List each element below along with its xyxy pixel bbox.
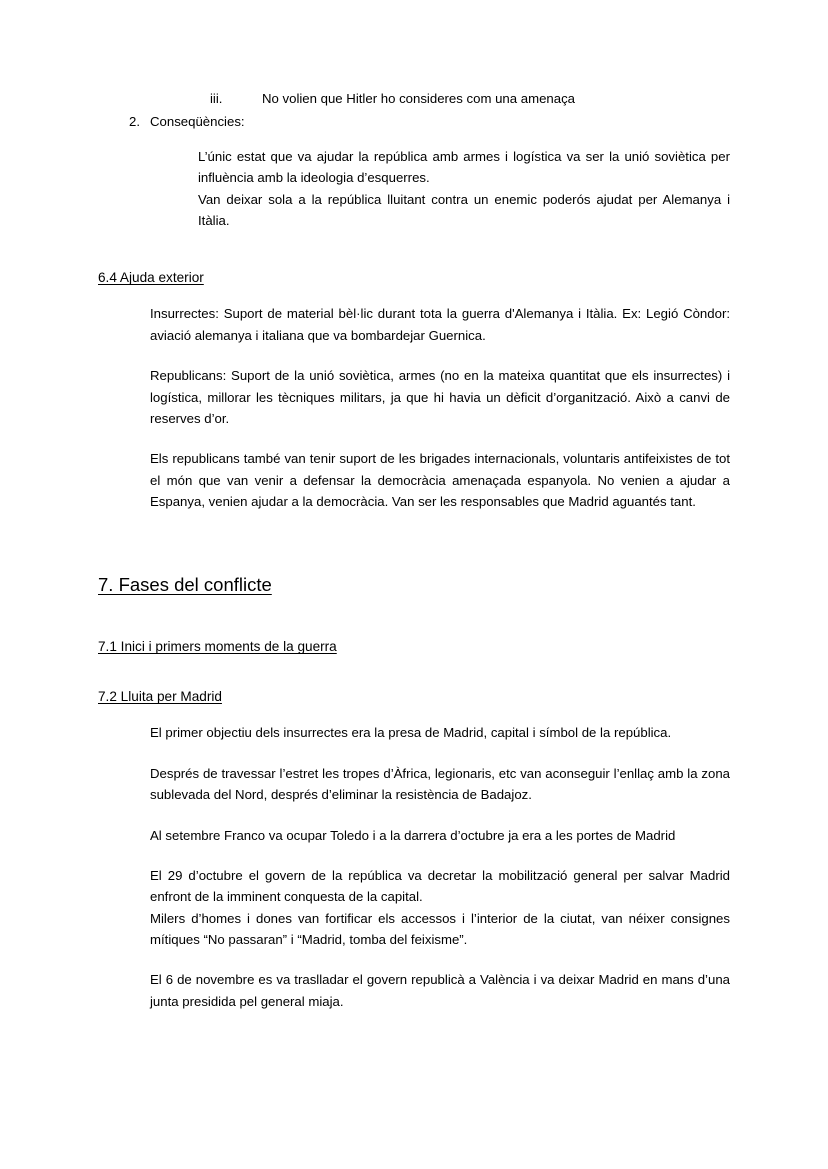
list-item-text: Conseqüències: <box>150 114 245 130</box>
paragraph: L’únic estat que va ajudar la república amb armes i logística va ser la unió soviètica per influència amb la ideologia d’esquerres. <box>198 148 730 186</box>
paragraph: Insurrectes: Suport de material bèl·lic durant tota la guerra d'Alemanya i Itàlia. Ex: Legió Còndor: aviació alemanya i italiana que va bombardejar Guernica. <box>150 306 730 343</box>
section-heading-7-2: 7.2 Lluita per Madrid <box>98 689 222 705</box>
paragraph: Els republicans també van tenir suport de les brigades internacionals, voluntaris antifeixistes de tot el món que van venir a defensar la democràcia amenaçada espanyola. No venien a ajudar a Espanya, venien ajudar a la democràcia. Van ser les responsables que Madrid aguantés tant. <box>150 451 730 510</box>
spacer <box>98 744 730 763</box>
spacer <box>98 346 730 365</box>
paragraph: El 6 de novembre es va traslladar el govern republicà a València i va deixar Madrid en mans d’una junta presidida pel general miaja. <box>150 972 730 1009</box>
paragraph: El primer objectiu dels insurrectes era la presa de Madrid, capital i símbol de la república. <box>150 725 672 741</box>
spacer <box>98 846 730 865</box>
list-item <box>210 88 730 109</box>
spacer <box>98 429 730 448</box>
section-heading-7: 7. Fases del conflicte <box>98 574 272 596</box>
section-heading-6-4: 6.4 Ajuda exterior <box>98 270 204 286</box>
paragraph: El 29 d’octubre el govern de la república va decretar la mobilització general per salvar Madrid enfront de la imminent conquesta de la capital. <box>150 867 730 905</box>
list-item <box>118 111 730 132</box>
list-marker: iii. <box>210 91 223 106</box>
list-item-text: No volien que Hitler ho consideres com una amenaça <box>262 91 576 106</box>
section-heading-7-1: 7.1 Inici i primers moments de la guerra <box>98 639 337 655</box>
spacer <box>98 950 730 969</box>
paragraph: Van deixar sola a la república lluitant contra un enemic poderós ajudat per Alemanya i Itàlia. <box>198 191 730 229</box>
document-body <box>98 88 730 1012</box>
list-marker: 2. <box>129 114 140 130</box>
spacer <box>98 806 730 825</box>
paragraph: Republicans: Suport de la unió soviètica, armes (no en la mateixa quantitat que els insurrectes) i logística, millorar les tècniques militars, ja que hi havia un dèficit d’organització. Això a canvi de reserves d’or. <box>150 368 730 426</box>
paragraph: Milers d’homes i dones van fortificar els accessos i l’interior de la ciutat, van néixer consignes mítiques “No passaran” i “Madrid, tomba del feixisme”. <box>150 910 730 948</box>
paragraph: Després de travessar l’estret les tropes d’Àfrica, legionaris, etc van aconseguir l’enllaç amb la zona sublevada del Nord, després d’eliminar la resistència de Badajoz. <box>150 765 730 803</box>
paragraph: Al setembre Franco va ocupar Toledo i a la darrera d’octubre ja era a les portes de Madrid <box>150 827 676 843</box>
